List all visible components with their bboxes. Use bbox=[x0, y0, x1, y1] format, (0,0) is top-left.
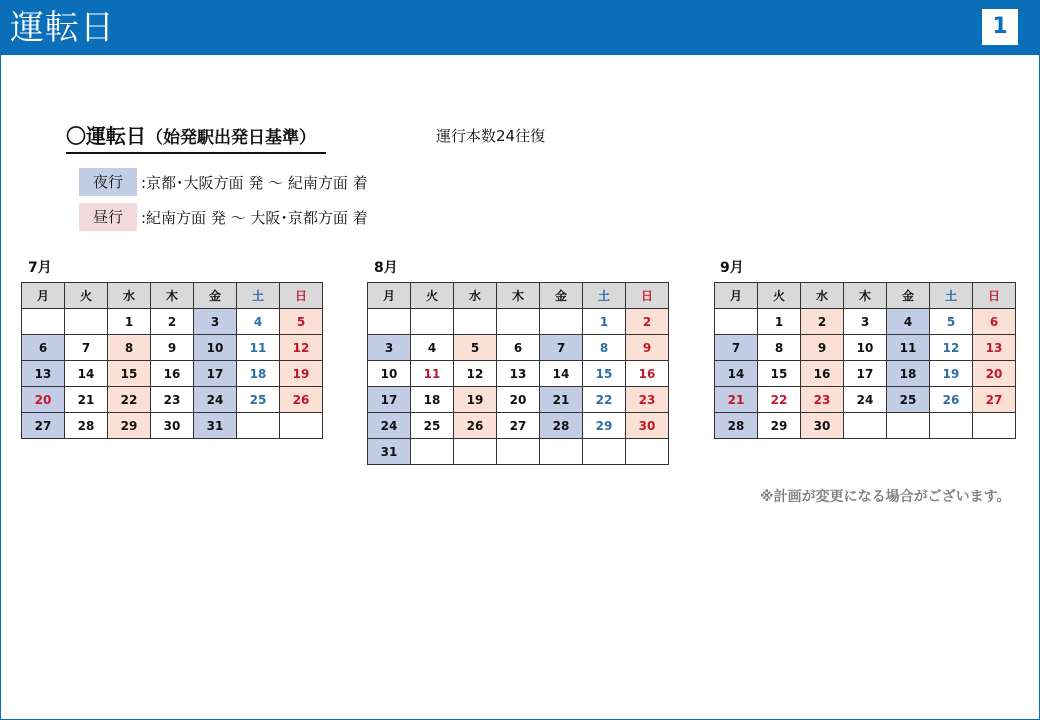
weekday-header: 金 bbox=[194, 283, 237, 309]
empty-day-cell bbox=[540, 309, 583, 335]
header-bar bbox=[0, 0, 1040, 55]
day-cell: 5 bbox=[930, 309, 973, 335]
week-row bbox=[368, 309, 669, 335]
day-cell: 17 bbox=[194, 361, 237, 387]
day-cell: 17 bbox=[844, 361, 887, 387]
day-cell: 30 bbox=[151, 413, 194, 439]
day-cell: 10 bbox=[844, 335, 887, 361]
empty-day-cell bbox=[583, 439, 626, 465]
weekday-header: 金 bbox=[887, 283, 930, 309]
day-cell: 15 bbox=[108, 361, 151, 387]
legend-night-chip: 夜行 bbox=[79, 168, 137, 196]
section-title-main: 〇運転日 bbox=[66, 124, 146, 148]
day-cell: 3 bbox=[194, 309, 237, 335]
weekday-header: 水 bbox=[108, 283, 151, 309]
week-row bbox=[715, 335, 1016, 361]
empty-day-cell bbox=[411, 439, 454, 465]
day-cell: 22 bbox=[758, 387, 801, 413]
empty-day-cell bbox=[237, 413, 280, 439]
week-row bbox=[715, 387, 1016, 413]
empty-day-cell bbox=[368, 309, 411, 335]
month-label-september: 9月 bbox=[720, 260, 744, 276]
day-cell: 16 bbox=[626, 361, 669, 387]
day-cell: 24 bbox=[844, 387, 887, 413]
day-cell: 24 bbox=[194, 387, 237, 413]
day-cell: 4 bbox=[237, 309, 280, 335]
day-cell: 13 bbox=[497, 361, 540, 387]
day-cell: 4 bbox=[411, 335, 454, 361]
day-cell: 5 bbox=[454, 335, 497, 361]
weekday-header: 木 bbox=[497, 283, 540, 309]
day-cell: 14 bbox=[65, 361, 108, 387]
day-cell: 11 bbox=[411, 361, 454, 387]
day-cell: 20 bbox=[973, 361, 1016, 387]
day-cell: 13 bbox=[22, 361, 65, 387]
empty-day-cell bbox=[497, 439, 540, 465]
week-row bbox=[22, 387, 323, 413]
week-row bbox=[22, 361, 323, 387]
day-cell: 12 bbox=[280, 335, 323, 361]
day-cell: 19 bbox=[454, 387, 497, 413]
legend-day bbox=[79, 203, 368, 231]
day-cell: 2 bbox=[801, 309, 844, 335]
weekday-header: 土 bbox=[237, 283, 280, 309]
weekday-header: 土 bbox=[583, 283, 626, 309]
day-cell: 2 bbox=[151, 309, 194, 335]
day-cell: 15 bbox=[583, 361, 626, 387]
day-cell: 10 bbox=[194, 335, 237, 361]
day-cell: 28 bbox=[715, 413, 758, 439]
day-cell: 23 bbox=[151, 387, 194, 413]
weekday-header: 木 bbox=[151, 283, 194, 309]
empty-day-cell bbox=[715, 309, 758, 335]
day-cell: 3 bbox=[844, 309, 887, 335]
weekday-header: 土 bbox=[930, 283, 973, 309]
weekday-header: 日 bbox=[626, 283, 669, 309]
empty-day-cell bbox=[887, 413, 930, 439]
empty-day-cell bbox=[65, 309, 108, 335]
day-cell: 19 bbox=[930, 361, 973, 387]
week-row bbox=[22, 413, 323, 439]
legend-night-text: :京都･大阪方面 発 ～ 紀南方面 着 bbox=[141, 173, 368, 192]
empty-day-cell bbox=[540, 439, 583, 465]
calendar-september bbox=[714, 282, 1016, 439]
weekday-header-row bbox=[715, 283, 1016, 309]
day-cell: 16 bbox=[801, 361, 844, 387]
week-row bbox=[715, 413, 1016, 439]
weekday-header: 日 bbox=[973, 283, 1016, 309]
day-cell: 26 bbox=[280, 387, 323, 413]
day-cell: 31 bbox=[194, 413, 237, 439]
empty-day-cell bbox=[626, 439, 669, 465]
day-cell: 4 bbox=[887, 309, 930, 335]
day-cell: 6 bbox=[973, 309, 1016, 335]
day-cell: 29 bbox=[108, 413, 151, 439]
empty-day-cell bbox=[280, 413, 323, 439]
legend-day-text: :紀南方面 発 ～ 大阪･京都方面 着 bbox=[141, 208, 368, 227]
day-cell: 3 bbox=[368, 335, 411, 361]
section-title bbox=[66, 122, 326, 154]
day-cell: 21 bbox=[715, 387, 758, 413]
day-cell: 20 bbox=[22, 387, 65, 413]
empty-day-cell bbox=[411, 309, 454, 335]
day-cell: 12 bbox=[930, 335, 973, 361]
empty-day-cell bbox=[973, 413, 1016, 439]
day-cell: 1 bbox=[108, 309, 151, 335]
week-row bbox=[368, 439, 669, 465]
week-row bbox=[368, 335, 669, 361]
day-cell: 9 bbox=[151, 335, 194, 361]
day-cell: 14 bbox=[540, 361, 583, 387]
day-cell: 17 bbox=[368, 387, 411, 413]
day-cell: 25 bbox=[237, 387, 280, 413]
weekday-header: 火 bbox=[411, 283, 454, 309]
day-cell: 11 bbox=[237, 335, 280, 361]
day-cell: 23 bbox=[626, 387, 669, 413]
day-cell: 21 bbox=[540, 387, 583, 413]
day-cell: 11 bbox=[887, 335, 930, 361]
day-cell: 6 bbox=[22, 335, 65, 361]
change-notice: ※計画が変更になる場合がございます。 bbox=[760, 489, 1011, 505]
empty-day-cell bbox=[22, 309, 65, 335]
day-cell: 31 bbox=[368, 439, 411, 465]
month-label-july: 7月 bbox=[28, 260, 52, 276]
calendar-august bbox=[367, 282, 669, 465]
day-cell: 9 bbox=[626, 335, 669, 361]
day-cell: 12 bbox=[454, 361, 497, 387]
day-cell: 24 bbox=[368, 413, 411, 439]
week-row bbox=[368, 413, 669, 439]
day-cell: 13 bbox=[973, 335, 1016, 361]
day-cell: 2 bbox=[626, 309, 669, 335]
weekday-header: 火 bbox=[65, 283, 108, 309]
week-row bbox=[22, 309, 323, 335]
legend-day-chip: 昼行 bbox=[79, 203, 137, 231]
page-number: 1 bbox=[982, 9, 1018, 45]
day-cell: 7 bbox=[65, 335, 108, 361]
day-cell: 27 bbox=[22, 413, 65, 439]
calendar-july bbox=[21, 282, 323, 439]
day-cell: 22 bbox=[583, 387, 626, 413]
day-cell: 5 bbox=[280, 309, 323, 335]
section-subtitle: （始発駅出発日基準） bbox=[146, 128, 316, 148]
day-cell: 8 bbox=[108, 335, 151, 361]
run-count: 運行本数24往復 bbox=[436, 127, 546, 145]
day-cell: 28 bbox=[65, 413, 108, 439]
weekday-header: 木 bbox=[844, 283, 887, 309]
empty-day-cell bbox=[844, 413, 887, 439]
day-cell: 9 bbox=[801, 335, 844, 361]
day-cell: 16 bbox=[151, 361, 194, 387]
day-cell: 30 bbox=[626, 413, 669, 439]
week-row bbox=[368, 361, 669, 387]
day-cell: 26 bbox=[930, 387, 973, 413]
day-cell: 29 bbox=[758, 413, 801, 439]
day-cell: 27 bbox=[973, 387, 1016, 413]
weekday-header-row bbox=[22, 283, 323, 309]
day-cell: 25 bbox=[887, 387, 930, 413]
weekday-header: 水 bbox=[801, 283, 844, 309]
day-cell: 10 bbox=[368, 361, 411, 387]
legend-night bbox=[79, 168, 368, 196]
day-cell: 18 bbox=[887, 361, 930, 387]
day-cell: 1 bbox=[758, 309, 801, 335]
weekday-header: 水 bbox=[454, 283, 497, 309]
month-label-august: 8月 bbox=[374, 260, 398, 276]
slide-title: 運転日 bbox=[10, 8, 115, 48]
weekday-header-row bbox=[368, 283, 669, 309]
weekday-header: 月 bbox=[715, 283, 758, 309]
day-cell: 7 bbox=[540, 335, 583, 361]
day-cell: 28 bbox=[540, 413, 583, 439]
day-cell: 18 bbox=[237, 361, 280, 387]
weekday-header: 火 bbox=[758, 283, 801, 309]
day-cell: 22 bbox=[108, 387, 151, 413]
day-cell: 23 bbox=[801, 387, 844, 413]
week-row bbox=[368, 387, 669, 413]
day-cell: 26 bbox=[454, 413, 497, 439]
day-cell: 1 bbox=[583, 309, 626, 335]
empty-day-cell bbox=[454, 309, 497, 335]
day-cell: 21 bbox=[65, 387, 108, 413]
week-row bbox=[715, 309, 1016, 335]
weekday-header: 月 bbox=[368, 283, 411, 309]
empty-day-cell bbox=[930, 413, 973, 439]
day-cell: 8 bbox=[583, 335, 626, 361]
day-cell: 7 bbox=[715, 335, 758, 361]
day-cell: 20 bbox=[497, 387, 540, 413]
day-cell: 15 bbox=[758, 361, 801, 387]
weekday-header: 日 bbox=[280, 283, 323, 309]
day-cell: 8 bbox=[758, 335, 801, 361]
day-cell: 29 bbox=[583, 413, 626, 439]
day-cell: 27 bbox=[497, 413, 540, 439]
day-cell: 14 bbox=[715, 361, 758, 387]
week-row bbox=[715, 361, 1016, 387]
day-cell: 19 bbox=[280, 361, 323, 387]
empty-day-cell bbox=[454, 439, 497, 465]
week-row bbox=[22, 335, 323, 361]
day-cell: 25 bbox=[411, 413, 454, 439]
day-cell: 18 bbox=[411, 387, 454, 413]
day-cell: 6 bbox=[497, 335, 540, 361]
weekday-header: 月 bbox=[22, 283, 65, 309]
weekday-header: 金 bbox=[540, 283, 583, 309]
day-cell: 30 bbox=[801, 413, 844, 439]
empty-day-cell bbox=[497, 309, 540, 335]
